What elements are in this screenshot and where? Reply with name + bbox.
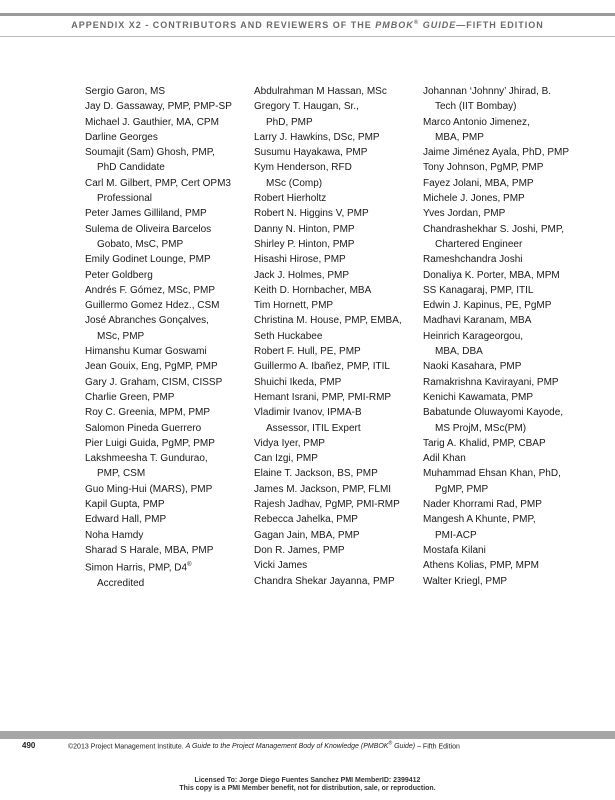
contributor-entry (254, 359, 419, 374)
contributor-entry (85, 421, 250, 436)
contributor-entry (254, 497, 419, 512)
contributor-name: Edwin J. Kapinus, PE, PgMP (423, 300, 552, 312)
contributor-credential-continuation: PMI-ACP (435, 529, 477, 541)
contributors-list (0, 84, 615, 604)
contributor-entry (423, 497, 603, 512)
contributor-entry (254, 528, 419, 543)
contributor-entry (423, 543, 603, 558)
contributor-name: Larry J. Hawkins, DSc, PMP (254, 131, 380, 143)
contributor-name: Guo Ming-Hui (MARS), PMP (85, 483, 213, 495)
contributor-name: Mangesh A Khunte, PMP, (423, 514, 536, 526)
contributor-entry (423, 115, 603, 146)
page-header-title (0, 20, 615, 30)
contributor-name: Lakshmeesha T. Gundurao, (85, 453, 208, 465)
contributor-entry (423, 512, 603, 543)
contributor-entry (254, 268, 419, 283)
contributor-credential-continuation: MSc, PMP (97, 330, 145, 342)
contributors-column-1 (85, 84, 250, 591)
contributor-name: Jack J. Holmes, PMP (254, 269, 350, 281)
contributor-entry (423, 298, 603, 313)
contributor-name: Fayez Jolani, MBA, PMP (423, 177, 534, 189)
contributor-entry (85, 543, 250, 558)
contributor-credential-continuation: Professional (97, 193, 153, 205)
contributor-entry (254, 329, 419, 344)
header-title-guide: GUIDE (419, 20, 457, 30)
contributor-superscript: ® (187, 562, 192, 569)
contributor-entry (254, 252, 419, 267)
contributor-entry (423, 329, 603, 360)
contributor-credential-continuation: PhD, PMP (266, 116, 313, 128)
page-number: 490 (22, 741, 36, 750)
contributor-entry (423, 375, 603, 390)
contributor-name: Kapil Gupta, PMP (85, 499, 165, 511)
contributor-entry (85, 206, 250, 221)
contributor-name: Elaine T. Jackson, BS, PMP (254, 468, 378, 480)
contributor-entry (423, 160, 603, 175)
contributor-entry (254, 405, 419, 436)
contributor-entry (85, 99, 250, 114)
copyright-suffix: – Fifth Edition (415, 743, 460, 751)
contributor-entry (254, 558, 419, 573)
contributor-entry (85, 145, 250, 176)
contributor-name: Edward Hall, PMP (85, 514, 167, 526)
contributor-name: Jean Gouix, Eng, PgMP, PMP (85, 361, 218, 373)
contributor-name: Johannan ‘Johnny’ Jhirad, B. (423, 86, 552, 97)
contributor-entry (254, 512, 419, 527)
contributor-entry (423, 359, 603, 374)
contributors-column-3 (423, 84, 603, 589)
contributor-name: Adil Khan (423, 453, 466, 465)
contributor-name: Roy C. Greenia, MPM, PMP (85, 407, 211, 419)
contributor-entry (85, 344, 250, 359)
contributor-name: José Abranches Gonçalves, (85, 315, 209, 327)
contributor-name: Shirley P. Hinton, PMP (254, 238, 355, 250)
contributor-name: Heinrich Karageorgou, (423, 330, 524, 342)
contributor-entry (85, 482, 250, 497)
contributor-entry (254, 543, 419, 558)
contributor-name: Jaime Jiménez Ayala, PhD, PMP (423, 147, 569, 159)
contributor-entry (254, 222, 419, 237)
contributor-credential-continuation: MS ProjM, MSc(PM) (435, 422, 527, 434)
footer-rule (0, 731, 615, 739)
contributor-name: Gagan Jain, MBA, PMP (254, 529, 360, 541)
contributor-name: Andrés F. Gómez, MSc, PMP (85, 284, 216, 296)
contributor-credential-continuation: Chartered Engineer (435, 238, 523, 250)
contributor-credential-continuation: PMP, CSM (97, 468, 146, 480)
header-title-reg: ® (413, 20, 420, 26)
contributor-entry (423, 268, 603, 283)
contributor-name: Salomon Pineda Guerrero (85, 422, 202, 434)
contributor-entry (85, 390, 250, 405)
contributor-name: Robert F. Hull, PE, PMP (254, 346, 361, 358)
book-title-end: Guide) (392, 743, 416, 751)
contributor-name: Kym Henderson, RFD (254, 162, 352, 174)
contributor-entry (85, 497, 250, 512)
contributor-entry (423, 466, 603, 497)
contributor-entry (423, 283, 603, 298)
copyright-prefix: ©2013 Project Management Institute. (68, 743, 186, 751)
contributor-name: Vladimir Ivanov, IPMA-B (254, 407, 362, 419)
contributor-name: Emily Godinet Lounge, PMP (85, 254, 211, 266)
contributor-name: Chandrashekhar S. Joshi, PMP, (423, 223, 565, 235)
contributor-name: Don R. James, PMP (254, 544, 345, 556)
contributor-name: Marco Antonio Jimenez, (423, 116, 530, 128)
contributor-entry (254, 160, 419, 191)
contributor-name: Guillermo A. Ibañez, PMP, ITIL (254, 361, 390, 373)
contributor-name: Sulema de Oliveira Barcelos (85, 223, 212, 235)
contributor-entry (423, 451, 603, 466)
contributor-name: Donaliya K. Porter, MBA, MPM (423, 269, 560, 281)
contributor-entry (85, 222, 250, 253)
contributor-entry (254, 99, 419, 130)
contributors-column-2 (254, 84, 419, 589)
contributor-name: Hemant Israni, PMP, PMI-RMP (254, 391, 392, 403)
contributor-entry (423, 313, 603, 328)
contributor-name: Abdulrahman M Hassan, MSc (254, 86, 387, 97)
contributor-entry (423, 145, 603, 160)
contributor-entry (254, 436, 419, 451)
contributor-name: Jay D. Gassaway, PMP, PMP-SP (85, 101, 232, 113)
contributor-entry (85, 558, 250, 591)
license-line-2: This copy is a PMI Member benefit, not for distribution, sale, or reproduction. (179, 785, 436, 792)
contributor-name: Gregory T. Haugan, Sr., (254, 101, 359, 113)
contributor-name: Seth Huckabee (254, 330, 323, 342)
contributor-entry (254, 390, 419, 405)
contributor-name: Sergio Garon, MS (85, 86, 166, 97)
contributor-name: Hisashi Hirose, PMP (254, 254, 346, 266)
contributor-name: Vicki James (254, 560, 308, 572)
contributor-name: Michael J. Gauthier, MA, CPM (85, 116, 219, 128)
contributor-entry (85, 84, 250, 99)
contributor-entry (85, 313, 250, 344)
contributor-name: Athens Kolias, PMP, MPM (423, 560, 539, 572)
header-title-prefix: APPENDIX X2 - CONTRIBUTORS AND REVIEWERS OF THE (71, 20, 376, 30)
contributor-entry (85, 405, 250, 420)
license-line-1: Licensed To: Jorge Diego Fuentes Sanchez PMI MemberID: 2399412 (194, 777, 421, 784)
contributor-entry (423, 558, 603, 573)
header-rule-top (0, 13, 615, 16)
contributor-name: Darline Georges (85, 131, 158, 143)
contributor-entry (85, 528, 250, 543)
contributor-name: James M. Jackson, PMP, FLMI (254, 483, 392, 495)
license-notice (0, 777, 615, 793)
contributor-name: Carl M. Gilbert, PMP, Cert OPM3 (85, 177, 231, 189)
contributor-entry (85, 252, 250, 267)
contributor-entry (85, 268, 250, 283)
contributor-credential-continuation: Assessor, ITIL Expert (266, 422, 361, 434)
contributor-entry (423, 84, 603, 115)
contributor-entry (423, 436, 603, 451)
contributor-entry (85, 512, 250, 527)
contributor-name: SS Kanagaraj, PMP, ITIL (423, 284, 534, 296)
contributor-entry (423, 405, 603, 436)
contributor-name: Danny N. Hinton, PMP (254, 223, 355, 235)
contributor-entry (85, 176, 250, 207)
contributor-entry (254, 482, 419, 497)
contributor-entry (85, 436, 250, 451)
contributor-name: Tim Hornett, PMP (254, 300, 334, 312)
contributor-entry (254, 451, 419, 466)
contributor-credential-continuation: Tech (IIT Bombay) (435, 101, 517, 113)
contributor-name: Guillermo Gomez Hdez., CSM (85, 300, 220, 312)
contributor-name: Mostafa Kilani (423, 544, 486, 556)
contributor-name: Yves Jordan, PMP (423, 208, 506, 220)
contributor-entry (254, 574, 419, 589)
contributor-name: Peter James Gilliland, PMP (85, 208, 207, 220)
contributor-credential-continuation: MBA, DBA (435, 346, 483, 358)
contributor-entry (254, 375, 419, 390)
contributor-entry (254, 130, 419, 145)
contributor-entry (85, 375, 250, 390)
contributor-name: Muhammad Ehsan Khan, PhD, (423, 468, 561, 480)
contributor-name: Himanshu Kumar Goswami (85, 346, 207, 358)
contributor-credential-continuation: Accredited (97, 577, 145, 589)
contributor-name: Christina M. House, PMP, EMBA, (254, 315, 402, 327)
contributor-name: Babatunde Oluwayomi Kayode, (423, 407, 564, 419)
contributor-name: Susumu Hayakawa, PMP (254, 147, 368, 159)
book-title-reg: ® (388, 741, 393, 747)
contributor-name: Kenichi Kawamata, PMP (423, 391, 534, 403)
contributor-entry (254, 237, 419, 252)
contributor-entry (254, 206, 419, 221)
contributor-name: Chandra Shekar Jayanna, PMP (254, 575, 395, 587)
contributor-name: Rameshchandra Joshi (423, 254, 523, 266)
contributor-name: Soumajit (Sam) Ghosh, PMP, (85, 147, 215, 159)
contributor-entry (85, 115, 250, 130)
contributor-name: Tony Johnson, PgMP, PMP (423, 162, 544, 174)
contributor-entry (254, 344, 419, 359)
contributor-name: Charlie Green, PMP (85, 391, 175, 403)
contributor-entry (85, 359, 250, 374)
contributor-entry (423, 206, 603, 221)
contributor-name: Sharad S Harale, MBA, PMP (85, 544, 214, 556)
contributor-entry (254, 298, 419, 313)
contributor-entry (254, 84, 419, 99)
contributor-entry (85, 298, 250, 313)
contributor-entry (254, 145, 419, 160)
contributor-credential-continuation: PgMP, PMP (435, 483, 489, 495)
header-title-book: PMBOK (375, 20, 414, 30)
contributor-entry (423, 574, 603, 589)
contributor-name: Peter Goldberg (85, 269, 153, 281)
contributor-name: Naoki Kasahara, PMP (423, 361, 522, 373)
contributor-name: Vidya Iyer, PMP (254, 437, 325, 449)
contributor-credential-continuation: MSc (Comp) (266, 177, 323, 189)
contributor-entry (85, 451, 250, 482)
footer-copyright (68, 741, 460, 750)
contributor-entry (85, 130, 250, 145)
contributor-name: Walter Kriegl, PMP (423, 575, 508, 587)
contributor-credential-continuation: MBA, PMP (435, 131, 484, 143)
contributor-entry (423, 252, 603, 267)
contributor-name: Keith D. Hornbacher, MBA (254, 284, 372, 296)
contributor-entry (423, 222, 603, 253)
contributor-name: Shuichi Ikeda, PMP (254, 376, 342, 388)
contributor-entry (85, 283, 250, 298)
header-title-suffix: —FIFTH EDITION (456, 20, 544, 30)
header-rule-bottom (0, 36, 615, 37)
contributor-name: Robert Hierholtz (254, 193, 327, 205)
contributor-credential-continuation: PhD Candidate (97, 162, 165, 174)
contributor-name: Ramakrishna Kavirayani, PMP (423, 376, 559, 388)
contributor-credential-continuation: Gobato, MsC, PMP (97, 238, 184, 250)
contributor-name: Pier Luigi Guida, PgMP, PMP (85, 437, 215, 449)
contributor-name: Can Izgi, PMP (254, 453, 318, 465)
contributor-entry (254, 191, 419, 206)
contributor-name: Robert N. Higgins V, PMP (254, 208, 369, 220)
contributor-name: Noha Hamdy (85, 529, 144, 541)
contributor-name: Rebecca Jahelka, PMP (254, 514, 358, 526)
contributor-name: Tarig A. Khalid, PMP, CBAP (423, 437, 546, 449)
contributor-name: Nader Khorrami Rad, PMP (423, 499, 542, 511)
contributor-entry (423, 176, 603, 191)
contributor-name: Madhavi Karanam, MBA (423, 315, 532, 327)
contributor-name: Simon Harris, PMP, D4 (85, 562, 188, 574)
book-title: A Guide to the Project Management Body of Knowledge (PMBOK (185, 743, 389, 751)
contributor-name: Gary J. Graham, CISM, CISSP (85, 376, 223, 388)
contributor-entry (254, 466, 419, 481)
contributor-name: Michele J. Jones, PMP (423, 193, 525, 205)
contributor-entry (254, 283, 419, 298)
contributor-name: Rajesh Jadhav, PgMP, PMI-RMP (254, 499, 400, 511)
contributor-entry (423, 390, 603, 405)
contributor-entry (423, 191, 603, 206)
contributor-entry (254, 313, 419, 328)
